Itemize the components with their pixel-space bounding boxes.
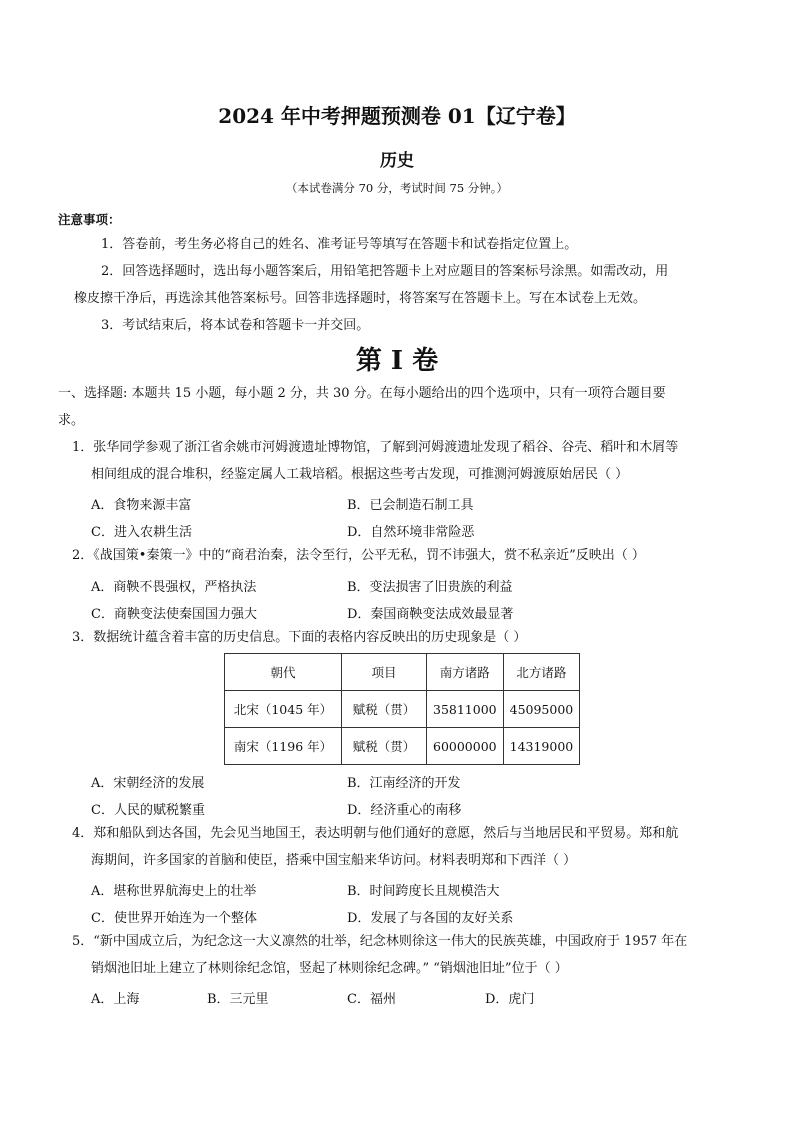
table-cell: 赋税（贯） [342, 728, 427, 765]
option-b: B．变法损害了旧贵族的利益 [347, 580, 513, 595]
tax-data-table [224, 653, 580, 765]
option-c: C．人民的赋税繁重 [91, 803, 205, 818]
option-a: A．上海 [91, 992, 140, 1007]
option-c: C．福州 [347, 992, 396, 1007]
option-c: C．使世界开始连为一个整体 [91, 911, 257, 926]
option-d: D．秦国商鞅变法成效最显著 [347, 607, 514, 622]
table-header-row [225, 654, 580, 691]
question-stem: 5．“新中国成立后，为纪念这一大义凛然的壮举，纪念林则徐这一伟大的民族英雄，中国政府于 1957 年在 [72, 934, 688, 949]
table-cell: 赋税（贯） [342, 691, 427, 728]
option-b: B．已会制造石制工具 [347, 498, 474, 513]
question-stem: 销烟池旧址上建立了林则徐纪念馆，竖起了林则徐纪念碑。” “销烟池旧址”位于（ ） [91, 961, 568, 976]
option-d: D．经济重心的南移 [347, 803, 462, 818]
section-title: 第 I 卷 [355, 346, 439, 376]
table-header-cell: 项目 [342, 654, 427, 691]
subject-title: 历史 [380, 151, 414, 171]
option-a: A．堪称世界航海史上的壮举 [91, 884, 257, 899]
option-b: B．三元里 [207, 992, 269, 1007]
option-d: D．发展了与各国的友好关系 [347, 911, 514, 926]
option-a: A．食物来源丰富 [91, 498, 192, 513]
question-stem: 3．数据统计蕴含着丰富的历史信息。下面的表格内容反映出的历史现象是（ ） [72, 630, 527, 645]
exam-info: （本试卷满分 70 分，考试时间 75 分钟。） [285, 181, 509, 195]
question-stem: 1．张华同学参观了浙江省余姚市河姆渡遗址博物馆，了解到河姆渡遗址发现了稻谷、谷壳、稻叶和木屑等 [72, 440, 679, 455]
question-stem: 相间组成的混合堆积，经鉴定属人工栽培稻。根据这些考古发现，可推测河姆渡原始居民（ ） [91, 467, 629, 482]
option-a: A．宋朝经济的发展 [91, 776, 205, 791]
table-cell: 60000000 [427, 728, 504, 765]
table-header-cell: 南方诸路 [427, 654, 504, 691]
option-d: D．自然环境非常险恶 [347, 525, 475, 540]
table-header-cell: 朝代 [225, 654, 342, 691]
table-cell: 14319000 [503, 728, 580, 765]
exam-title: 2024 年中考押题预测卷 01【辽宁卷】 [218, 104, 576, 128]
table-cell: 45095000 [503, 691, 580, 728]
table-cell: 南宋（1196 年） [225, 728, 342, 765]
notice-line: 2．回答选择题时，选出每小题答案后，用铅笔把答题卡上对应题目的答案标号涂黑。如需改动，用 [101, 264, 669, 279]
question-stem: 海期间，许多国家的首脑和使臣，搭乘中国宝船来华访问。材料表明郑和下西洋（ ） [91, 853, 577, 868]
option-b: B．时间跨度长且规模浩大 [347, 884, 500, 899]
question-stem: 4．郑和船队到达各国，先会见当地国王，表达明朝与他们通好的意愿，然后与当地居民和平贸易。郑和航 [72, 826, 679, 841]
section-instructions: 求。 [58, 413, 85, 428]
notice-line: 橡皮擦干净后，再选涂其他答案标号。回答非选择题时，将答案写在答题卡上。写在本试卷上无效。 [74, 291, 647, 306]
notice-line: 1．答卷前，考生务必将自己的姓名、准考证号等填写在答题卡和试卷指定位置上。 [101, 237, 578, 252]
table-cell: 35811000 [427, 691, 504, 728]
question-stem: 2．《战国策•秦策一》中的“商君治秦，法令至行，公平无私，罚不讳强大，赏不私亲近”反映出（ ） [72, 548, 645, 563]
notice-heading: 注意事项： [58, 212, 121, 227]
table-cell: 北宋（1045 年） [225, 691, 342, 728]
option-d: D．虎门 [485, 992, 535, 1007]
option-a: A．商鞅不畏强权，严格执法 [91, 580, 257, 595]
option-c: C．商鞅变法使秦国国力强大 [91, 607, 257, 622]
table-header-cell: 北方诸路 [503, 654, 580, 691]
option-b: B．江南经济的开发 [347, 776, 461, 791]
table-row [225, 728, 580, 765]
table-row [225, 691, 580, 728]
notice-line: 3．考试结束后，将本试卷和答题卡一并交回。 [101, 318, 370, 333]
section-instructions: 一、选择题: 本题共 15 小题，每小题 2 分，共 30 分。在每小题给出的四个选项中，只有一项符合题目要 [58, 386, 666, 401]
option-c: C．进入农耕生活 [91, 525, 192, 540]
